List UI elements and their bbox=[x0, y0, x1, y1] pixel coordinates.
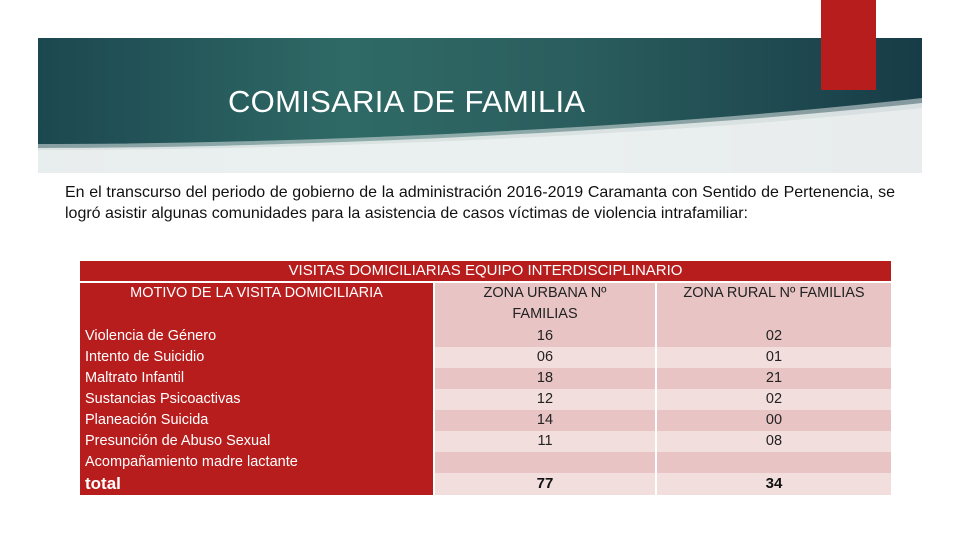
red-accent-tab bbox=[821, 0, 876, 90]
row-urbana: 06 bbox=[435, 347, 655, 368]
row-rural: 02 bbox=[657, 326, 891, 347]
row-rural: 02 bbox=[657, 389, 891, 410]
row-rural: 00 bbox=[657, 410, 891, 431]
total-label: total bbox=[80, 473, 433, 495]
row-label: Planeación Suicida bbox=[80, 410, 433, 431]
row-label: Presunción de Abuso Sexual bbox=[80, 431, 433, 452]
page-title: COMISARIA DE FAMILIA bbox=[228, 84, 586, 119]
row-label: Violencia de Género bbox=[80, 326, 433, 347]
row-label: Acompañamiento madre lactante bbox=[80, 452, 433, 473]
row-urbana: 16 bbox=[435, 326, 655, 347]
row-urbana: 14 bbox=[435, 410, 655, 431]
column-header-motivo: MOTIVO DE LA VISITA DOMICILIARIA bbox=[80, 283, 433, 326]
intro-paragraph: En el transcurso del periodo de gobierno de la administración 2016-2019 Caramanta con Sentido de Pertenencia, se logró asistir algunas comunidades para la asistencia de casos víctimas de violencia intrafamiliar: bbox=[65, 184, 895, 222]
row-urbana bbox=[435, 452, 655, 473]
total-rural: 34 bbox=[657, 473, 891, 495]
row-rural: 01 bbox=[657, 347, 891, 368]
row-rural: 08 bbox=[657, 431, 891, 452]
total-urbana: 77 bbox=[435, 473, 655, 495]
row-label: Maltrato Infantil bbox=[80, 368, 433, 389]
visits-table bbox=[80, 261, 891, 495]
row-urbana: 11 bbox=[435, 431, 655, 452]
row-label: Intento de Suicidio bbox=[80, 347, 433, 368]
row-label: Sustancias Psicoactivas bbox=[80, 389, 433, 410]
row-urbana: 12 bbox=[435, 389, 655, 410]
row-urbana: 18 bbox=[435, 368, 655, 389]
table-title: VISITAS DOMICILIARIAS EQUIPO INTERDISCIPLINARIO bbox=[80, 261, 891, 281]
row-rural: 21 bbox=[657, 368, 891, 389]
column-header-urbana: ZONA URBANA Nº FAMILIAS bbox=[435, 283, 655, 326]
column-header-rural: ZONA RURAL Nº FAMILIAS bbox=[657, 283, 891, 326]
row-rural bbox=[657, 452, 891, 473]
